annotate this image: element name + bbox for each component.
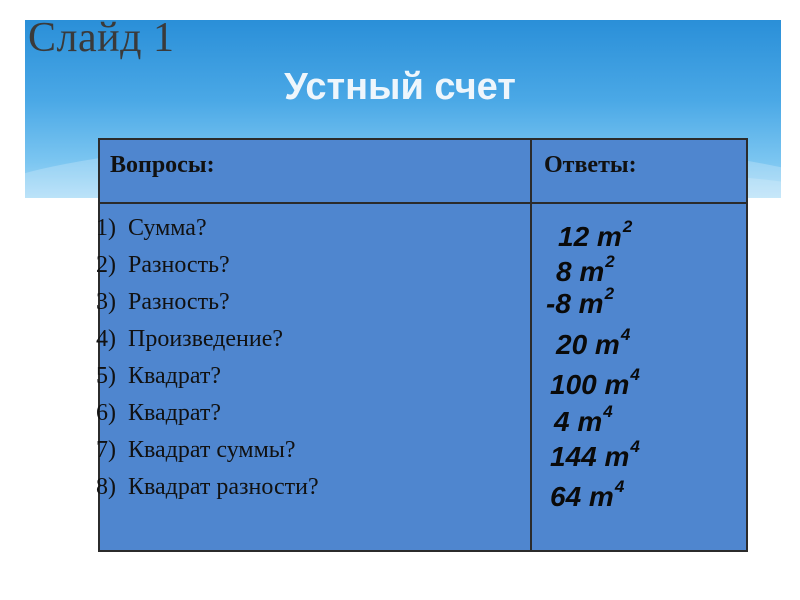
question-text: Квадрат? bbox=[128, 400, 222, 426]
question-item bbox=[96, 358, 319, 395]
answer-exponent: 4 bbox=[630, 365, 640, 384]
question-text: Разность? bbox=[128, 289, 230, 315]
question-number: 1) bbox=[96, 215, 116, 241]
answer-value: 100 m bbox=[550, 369, 630, 400]
answer-exponent: 4 bbox=[603, 402, 613, 421]
answer-value: 144 m bbox=[550, 441, 630, 472]
question-item bbox=[96, 247, 319, 284]
question-item bbox=[96, 395, 319, 432]
answer-exponent: 4 bbox=[630, 437, 640, 456]
question-text: Квадрат разности? bbox=[128, 474, 319, 500]
answer-exponent: 2 bbox=[622, 217, 633, 236]
question-text: Произведение? bbox=[128, 326, 284, 352]
question-item bbox=[96, 469, 319, 506]
questions-list bbox=[96, 210, 319, 506]
question-number: 8) bbox=[96, 474, 116, 500]
question-item bbox=[96, 432, 319, 469]
question-item bbox=[96, 210, 319, 247]
question-number: 5) bbox=[96, 363, 116, 389]
answer-exponent: 4 bbox=[620, 325, 631, 344]
question-number: 2) bbox=[96, 252, 116, 278]
question-number: 7) bbox=[96, 437, 116, 463]
question-text: Сумма? bbox=[128, 215, 207, 241]
question-number: 6) bbox=[96, 400, 116, 426]
answer-exponent: 4 bbox=[614, 477, 625, 496]
question-text: Разность? bbox=[128, 252, 230, 278]
question-number: 4) bbox=[96, 326, 116, 352]
question-text: Квадрат? bbox=[128, 363, 222, 389]
answer-value: 64 m bbox=[550, 481, 614, 512]
answer-value: -8 m bbox=[546, 288, 604, 319]
answer-exponent: 2 bbox=[605, 252, 615, 271]
question-item bbox=[96, 284, 319, 321]
answer-value: 8 m bbox=[556, 256, 605, 287]
question-number: 3) bbox=[96, 289, 116, 315]
questions-header: Вопросы: bbox=[110, 152, 215, 178]
answer-exponent: 2 bbox=[604, 284, 615, 303]
answer-value: 12 m bbox=[558, 221, 622, 252]
question-text: Квадрат суммы? bbox=[128, 437, 296, 463]
answer-value: 4 m bbox=[554, 406, 603, 437]
slide-label: Слайд 1 bbox=[28, 15, 175, 61]
answers-header: Ответы: bbox=[544, 152, 637, 178]
slide-title: Устный счет bbox=[284, 66, 516, 108]
header-divider bbox=[100, 202, 746, 204]
question-item bbox=[96, 321, 319, 358]
answer-value: 20 m bbox=[556, 329, 620, 360]
